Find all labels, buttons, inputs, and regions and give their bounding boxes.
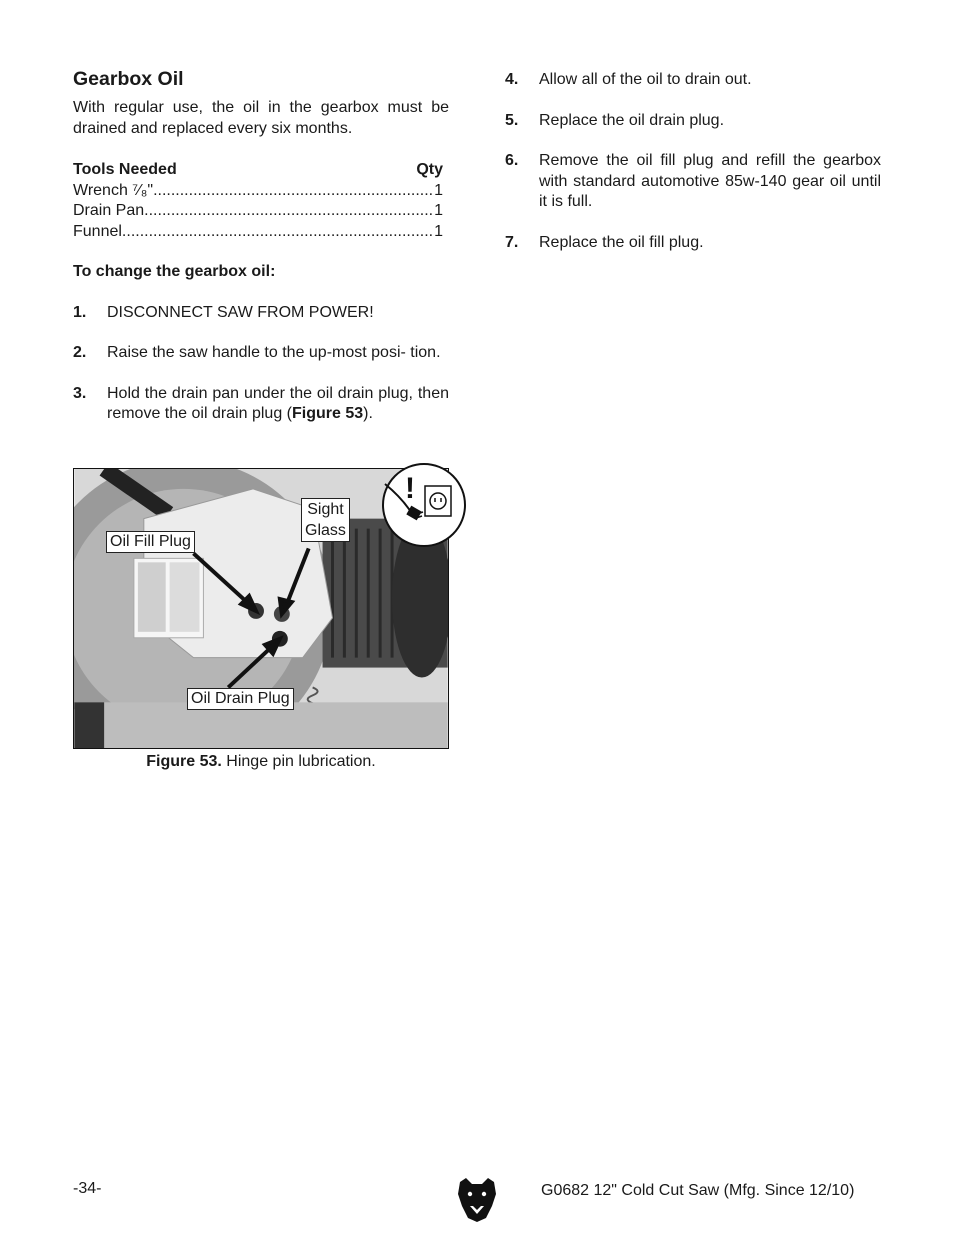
procedure-step [505, 70, 881, 91]
leader-dots [153, 181, 434, 202]
callout-oil-fill-plug: Oil Fill Plug [106, 531, 195, 553]
step-number: 4. [505, 71, 519, 88]
tool-row [73, 181, 443, 202]
step-text-part: Hold the drain pan under the oil drain plug, then remove the oil drain plug ( [107, 384, 449, 422]
procedure-heading: To change the gearbox oil: [73, 263, 276, 280]
tool-qty: 1 [434, 222, 443, 240]
procedure-step [505, 111, 881, 132]
callout-sight-glass-line-2: Glass [305, 522, 346, 539]
leader-dots [122, 222, 434, 243]
step-number: 2. [73, 344, 87, 361]
tools-header-name: Tools Needed [73, 161, 177, 178]
intro-paragraph: With regular use, the oil in the gearbox must be drained and replaced every six months. [73, 99, 449, 137]
disconnect-power-warning-icon [381, 462, 467, 548]
footer-title: G0682 12" Cold Cut Saw (Mfg. Since 12/10) [541, 1182, 855, 1199]
tool-name: Drain Pan [73, 202, 145, 219]
tool-name: Wrench ⁷⁄₈" [73, 181, 154, 199]
step-text: Replace the oil fill plug. [539, 233, 704, 251]
tool-row [73, 222, 443, 243]
tool-name: Funnel [73, 222, 122, 240]
callout-oil-drain-plug: Oil Drain Plug [187, 688, 294, 710]
step-text: Replace the oil drain plug. [539, 111, 725, 129]
bear-logo-icon [456, 1176, 498, 1222]
step-text: Remove the oil fill plug and refill the gearbox with standard automotive 85w-140 gear oil until it is full. [539, 152, 881, 210]
step-number: 6. [505, 152, 519, 169]
step-number: 3. [73, 384, 87, 402]
step-number: 7. [505, 233, 519, 251]
section-title: Gearbox Oil [73, 68, 184, 90]
figure-caption-text: Hinge pin lubrication. [226, 753, 376, 770]
leader-dots [144, 201, 434, 222]
step-text: Raise the saw handle to the up-most posi- tion. [107, 344, 441, 361]
tool-qty: 1 [434, 202, 443, 219]
right-column [505, 66, 881, 253]
tool-qty: 1 [434, 181, 443, 199]
procedure-step [73, 343, 449, 364]
page-number: -34- [73, 1180, 102, 1197]
left-column [73, 66, 449, 425]
callout-sight-glass [301, 498, 350, 542]
step-text [107, 384, 449, 425]
tools-header-qty: Qty [416, 161, 443, 178]
step-number: 5. [505, 111, 519, 129]
procedure-step [505, 233, 881, 254]
svg-text:!: ! [405, 472, 415, 505]
tool-row [73, 201, 443, 222]
step-text: Allow all of the oil to drain out. [539, 71, 752, 88]
figure-reference: Figure 53 [291, 405, 364, 422]
procedure-step [505, 151, 881, 213]
figure-caption [73, 752, 449, 772]
step-text: DISCONNECT SAW FROM POWER! [107, 303, 374, 321]
figure-caption-label: Figure 53. [146, 753, 222, 770]
callout-sight-glass-line-1: Sight [307, 501, 344, 518]
procedure-step [73, 303, 449, 324]
tools-header [73, 160, 443, 181]
procedure-step [73, 384, 449, 425]
tools-needed-table [73, 160, 443, 242]
step-text-part: ). [363, 405, 373, 422]
step-number: 1. [73, 303, 87, 321]
